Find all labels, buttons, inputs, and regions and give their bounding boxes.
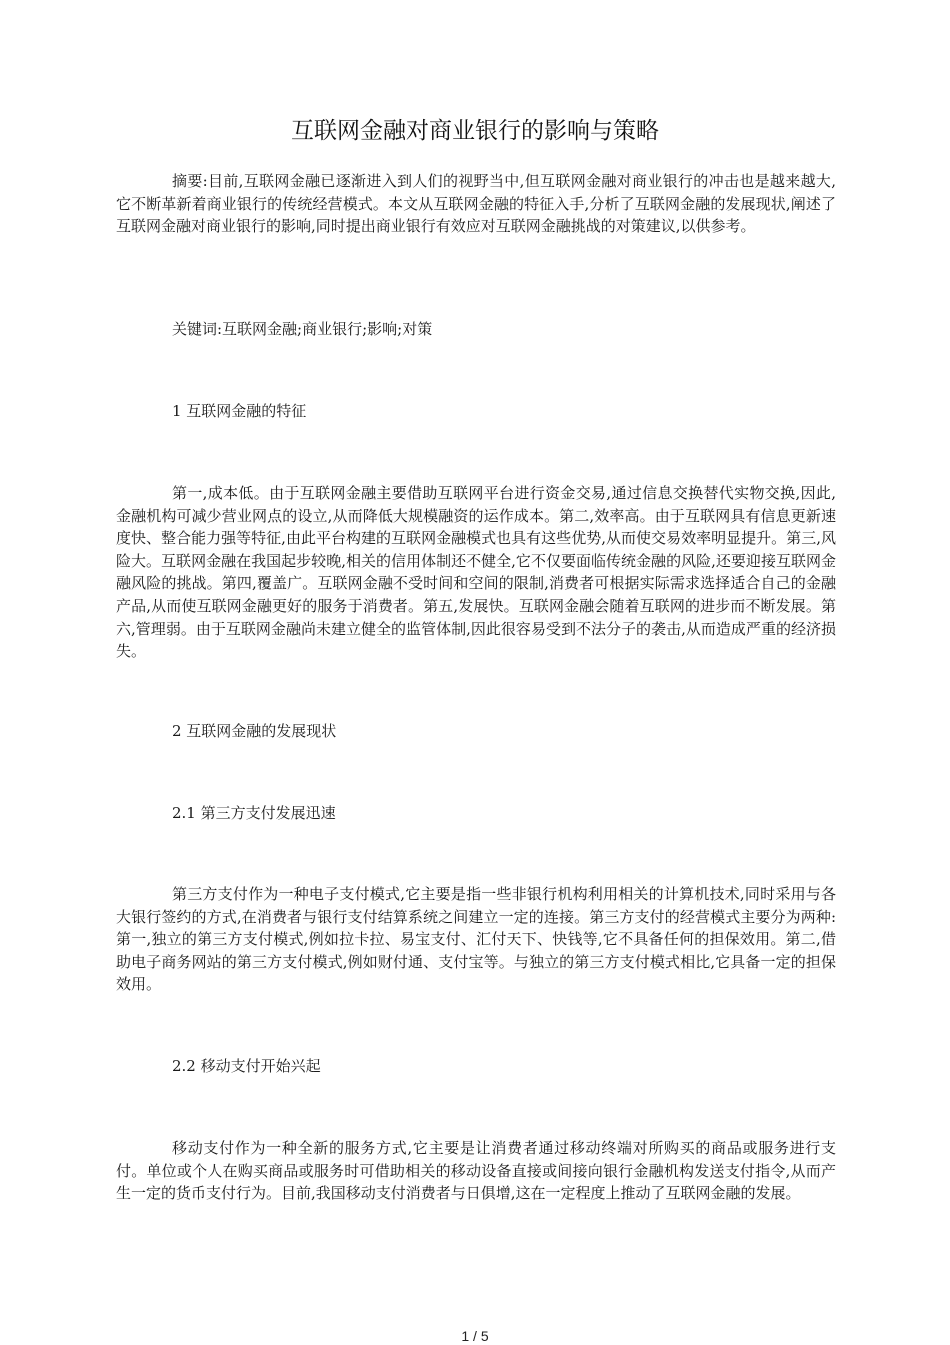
section-2-2-paragraph: 移动支付作为一种全新的服务方式,它主要是让消费者通过移动终端对所购买的商品或服务进行支付。单位或个人在购买商品或服务时可借助相关的移动设备直接或间接向银行金融机构发送支付指令,从而产生一定的货币支付行为。目前,我国移动支付消费者与日俱增,这在一定程度上推动了互联网金融的发展。 (116, 1139, 836, 1203)
page-title: 互联网金融对商业银行的影响与策略 (291, 118, 659, 144)
section-1-paragraph: 第一,成本低。由于互联网金融主要借助互联网平台进行资金交易,通过信息交换替代实物交换,因此,金融机构可减少营业网点的设立,从而降低大规模融资的运作成本。第二,效率高。由于互联网具有信息更新速度快、整合能力强等特征,由此平台构建的互联网金融模式也具有这些优势,从而使交易效率明显提升。第三,风险大。互联网金融在我国起步较晚,相关的信用体制还不健全,它不仅要面临传统金融的风险,还要迎接互联网金融风险的挑战。第四,覆盖广。互联网金融不受时间和空间的限制,消费者可根据实际需求选择适合自己的金融产品,从而使互联网金融更好的服务于消费者。第五,发展快。互联网金融会随着互联网的进步而不断发展。第六,管理弱。由于互联网金融尚未建立健全的监管体制,因此很容易受到不法分子的袭击,从而造成严重的经济损失。 (116, 484, 836, 661)
section-2-1-paragraph: 第三方支付作为一种电子支付模式,它主要是指一些非银行机构利用相关的计算机技术,同时采用与各大银行签约的方式,在消费者与银行支付结算系统之间建立一定的连接。第三方支付的经营模式主要分为两种:第一,独立的第三方支付模式,例如拉卡拉、易宝支付、汇付天下、快钱等,它不具备任何的担保效用。第二,借助电子商务网站的第三方支付模式,例如财付通、支付宝等。与独立的第三方支付模式相比,它具备一定的担保效用。 (116, 885, 836, 994)
section-2-heading: 2 互联网金融的发展现状 (172, 722, 337, 740)
section-1-heading: 1 互联网金融的特征 (172, 402, 307, 420)
section-2-2-heading: 2.2 移动支付开始兴起 (172, 1057, 321, 1075)
keywords-line: 关键词:互联网金融;商业银行;影响;对策 (172, 320, 433, 338)
abstract-paragraph: 摘要:目前,互联网金融已逐渐进入到人们的视野当中,但互联网金融对商业银行的冲击也是越来越大,它不断革新着商业银行的传统经营模式。本文从互联网金融的特征入手,分析了互联网金融的发展现状,阐述了互联网金融对商业银行的影响,同时提出商业银行有效应对互联网金融挑战的对策建议,以供参考。 (116, 172, 836, 236)
page-number: 1 / 5 (461, 1328, 489, 1344)
section-2-1-heading: 2.1 第三方支付发展迅速 (172, 804, 336, 822)
